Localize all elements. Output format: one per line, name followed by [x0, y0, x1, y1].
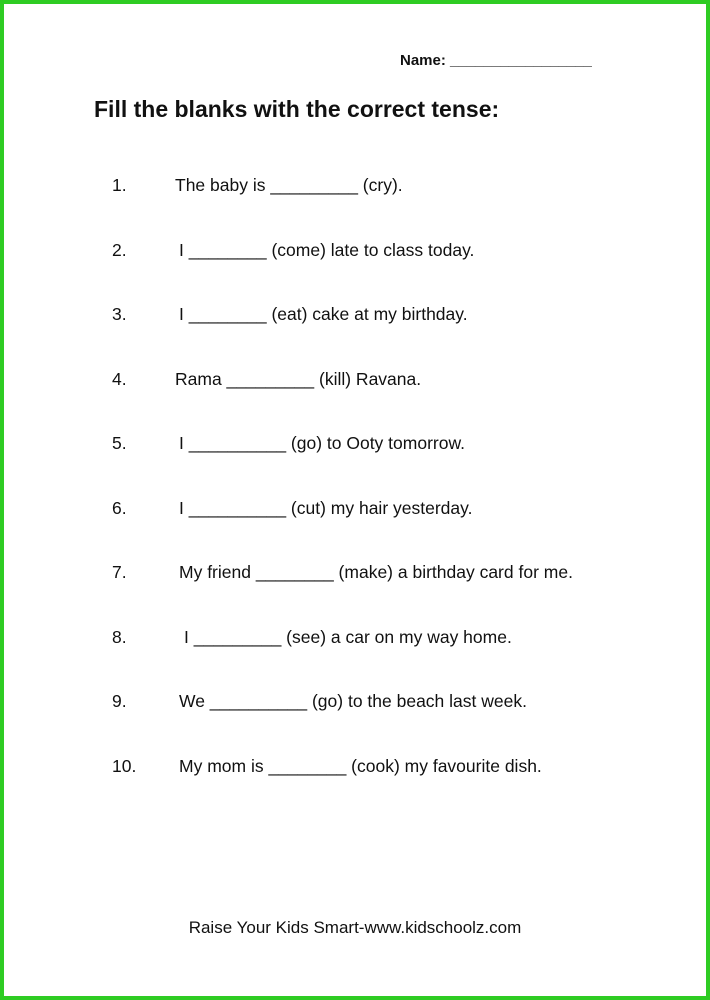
question-number: 2.	[112, 239, 127, 260]
question-item	[4, 433, 704, 457]
question-number: 3.	[112, 304, 127, 324]
question-text: The baby is _________ (cry).	[175, 175, 403, 195]
question-item	[4, 304, 704, 328]
question-item	[4, 562, 704, 586]
question-text: I _________ (see) a car on my way home.	[184, 626, 512, 647]
question-text: I ________ (come) late to class today.	[179, 239, 475, 260]
question-text: I __________ (go) to Ooty tomorrow.	[179, 433, 465, 453]
footer-credit: Raise Your Kids Smart-www.kidschoolz.com	[188, 918, 522, 937]
question-number: 1.	[112, 175, 127, 195]
question-number: 10.	[112, 755, 137, 776]
question-text: I __________ (cut) my hair yesterday.	[179, 497, 473, 518]
question-number: 5.	[112, 433, 127, 453]
question-text: My friend ________ (make) a birthday card for me.	[179, 562, 573, 582]
question-item	[4, 175, 704, 199]
question-text: I ________ (eat) cake at my birthday.	[179, 304, 468, 324]
question-item	[4, 498, 704, 522]
question-number: 9.	[112, 691, 127, 711]
question-item	[4, 691, 704, 715]
question-item	[4, 240, 704, 264]
question-number: 7.	[112, 562, 127, 582]
name-label: Name:	[400, 52, 446, 69]
question-item	[4, 627, 704, 651]
question-text: Rama _________ (kill) Ravana.	[175, 368, 422, 389]
question-item	[4, 369, 704, 393]
question-number: 6.	[112, 497, 127, 518]
name-blank: _________________	[450, 52, 592, 69]
question-item	[4, 756, 704, 780]
name-field	[400, 52, 592, 69]
question-text: My mom is ________ (cook) my favourite dish.	[179, 755, 542, 776]
question-number: 4.	[112, 368, 127, 389]
question-text: We __________ (go) to the beach last week.	[179, 691, 527, 711]
question-number: 8.	[112, 626, 127, 647]
worksheet-title: Fill the blanks with the correct tense:	[94, 96, 500, 122]
